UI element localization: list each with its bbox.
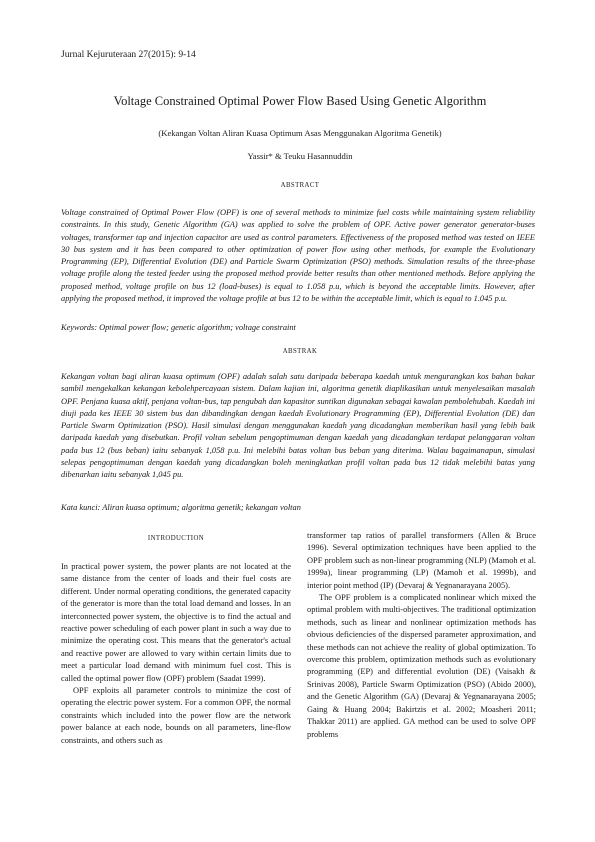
authors: Yassir* & Teuku Hasannuddin bbox=[247, 151, 353, 161]
paper-subtitle: (Kekangan Voltan Aliran Kuasa Optimum Asas Menggunakan Algoritma Genetik) bbox=[158, 128, 442, 138]
abstrak-text: Kekangan voltan bagi aliran kuasa optimum (OPF) adalah salah satu daripada beberapa kaedah untuk mengurangkan kos bahan bakar sambil mengekalkan kekangan kebolehpercayaan sistem. Dalam kajian ini, algoritma genetik diaplikasikan untuk menyelesaikan masalah OPF. Penjana kuasa aktif, penjana voltan-bus, tap pengubah dan kapasitor suntikan digunakan sebagai kawalan pembolehubah. Kaedah ini diuji pada kes IEEE 30 sistem bus dan dibandingkan dengan kaedah Evolutionary Programming (EP), Differential Evolution (DE) dan Particle Swarm Optimization (PSO). Hasil simulasi dengan menggunakan kaedah yang dicadangkan memberikan hasil yang lebih baik daripada kaedah yang disebutkan. Profil voltan sebelum pengoptimuman dengan kaedah yang dicadangkan terdapat pelanggaran voltan pada bus 12 (bus beban) iaitu sebanyak 1,058 p.u. Ini melebihi batas voltan bus beban yang diterima. Walau bagaimanapun, simulasi selepas pengoptimuman dengan kaedah yang dicadangkan boleh meningkatkan profil voltan pada bus 12 tidak melebihi batas yang dibenarkan iaitu sebanyak 1,045 pu. bbox=[61, 372, 535, 480]
journal-citation: Jurnal Kejuruteraan 27(2015): 9-14 bbox=[61, 50, 196, 60]
introduction-heading: INTRODUCTION bbox=[147, 535, 205, 542]
abstract-text: Voltage constrained of Optimal Power Flow (OPF) is one of several methods to minimize fuel costs while maintaining system reliability constraints. In this study, Genetic Algorithm (GA) was applied to solve the problem of OPF. Active power generator generator-buses voltages, transformer tap and injection capacitor are used as control parameters. Effectiveness of the proposed method was tested on IEEE 30 bus system and it has been compared to other optimization of power flow using other methods, for example the Evolutionary Programming (EP), Differential Evolution (DE) and Particle Swarm Optimization (PSO) methods. Simulation results of the three-phase voltage profile along the tested feeder using the proposed method provide better results than other mentioned methods. Before applying the proposed method, voltage profile on bus 12 (load-buses) is equal to 1.058 p.u, which is beyond the acceptable limits. However, after applying the proposed method, it improved the voltage profile at bus 12 to be within the acceptable limit, which is equal to 1.045 p.u. bbox=[61, 208, 535, 304]
intro-left-column bbox=[61, 561, 291, 747]
abstract-heading: ABSTRACT bbox=[280, 182, 320, 189]
intro-paragraph-1: In practical power system, the power plants are not located at the same distance from the center of loads and their fuel costs are different. Under normal operating conditions, the generated capacity of the generator is more than the total load demand and losses. In an interconnected power system, the objective is to find the actual and reactive power scheduling of each power plant in such a way due to minimize the operating cost. This means that the generator's actual and reactive power are allowed to vary within certain limits due to meet a particular load demand with minimum fuel cost. This is called the optimal power flow (OPF) problem (Saadat 1999). bbox=[61, 562, 291, 683]
intro-paragraph-2: OPF exploits all parameter controls to minimize the cost of operating the electric power system. For a common OPF, the normal constraints which included into the power flow are the network power balance at each node, bounds on all parameters, line-flow constraints, and others such as bbox=[61, 686, 291, 745]
paper-title: Voltage Constrained Optimal Power Flow Based Using Genetic Algorithm bbox=[113, 94, 487, 108]
intro-paragraph-4: The OPF problem is a complicated nonlinear which mixed the optimal problem with multi-objectives. The traditional optimization methods, such as linear and nonlinear optimization methods has obvious deficiencies of the dispersed parameter approximation, and these methods can not achieve the reality of global optimization. To overcome this problem, optimization methods such as evolutionary programming (EP) and differential evolution (DE) (Vaisakh & Srinivas 2008), Particle Swarm Optimization (PSO) (Abido 2000), and the Genetic Algorithm (GA) (Devaraj & Yegnanarayana 2005; Gaing & Huang 2004; Bakirtzis et al. 2002; Moasheri 2011; Thakkar 2011) are applied. GA method can be used to solve OPF problems bbox=[307, 593, 536, 739]
intro-paragraph-3: transformer tap ratios of parallel transformers (Allen & Bruce 1996). Several optimization techniques have been applied to the OPF problem such as non-linear programming (NLP) (Mamoh et al. 1999a), linear programming (LP) (Mamoh et al. 1999b), and interior point method (IP) (Devaraj & Yegnanarayana 2005). bbox=[307, 531, 536, 590]
abstract-keywords: Keywords: Optimal power flow; genetic algorithm; voltage constraint bbox=[61, 323, 296, 332]
abstrak-keywords: Kata kunci: Aliran kuasa optimum; algoritma genetik; kekangan voltan bbox=[61, 503, 301, 512]
abstrak-heading: ABSTRAK bbox=[282, 348, 318, 355]
intro-right-column bbox=[307, 530, 536, 741]
